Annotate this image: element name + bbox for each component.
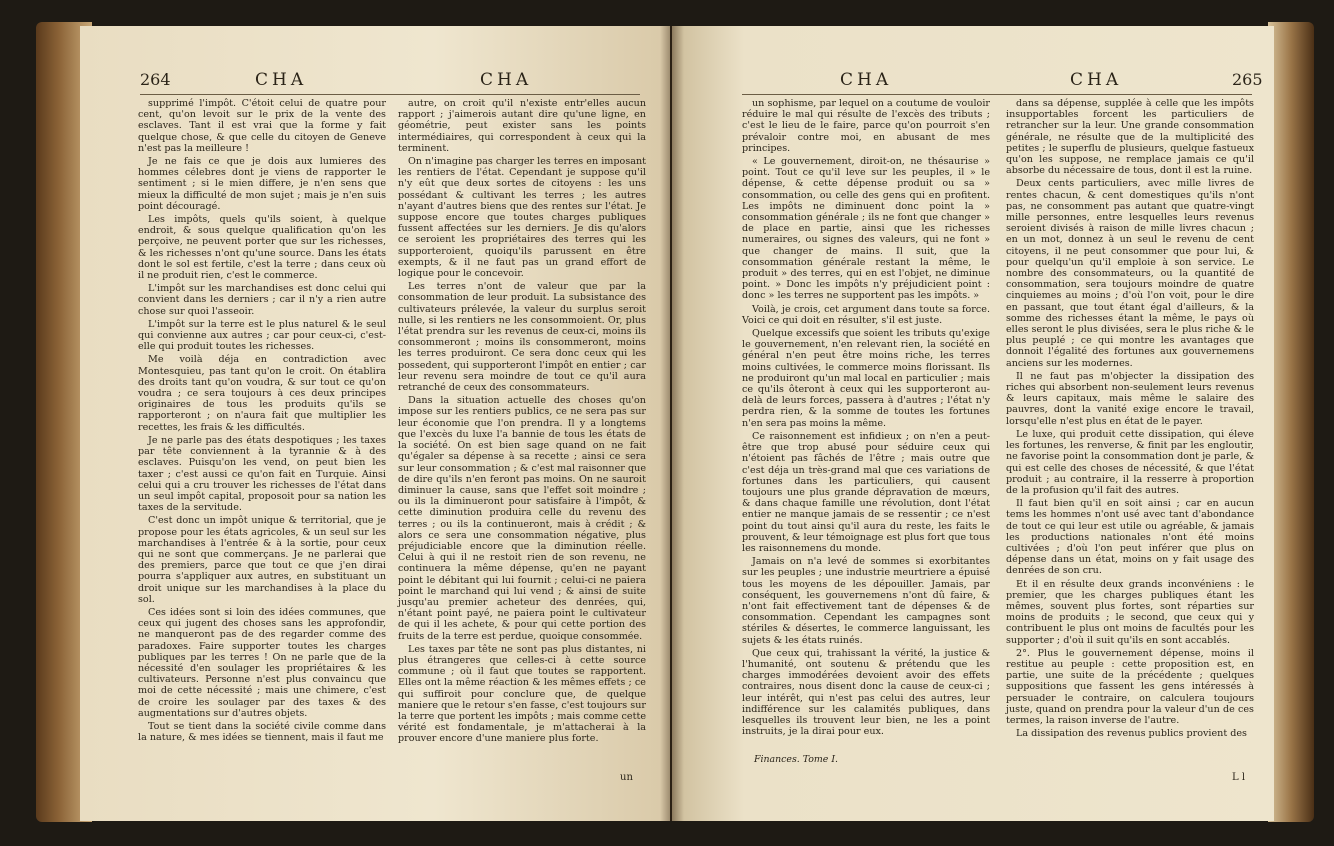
text-column-2 <box>398 98 646 747</box>
paragraph: On n'imagine pas charger les terres en imposant les rentiers de l'état. Cependant je suppose qu'il n'y eût que deux sortes de citoyens : les uns possédant & cultivant les terres ; les autres n'ayant d'autres biens que des rentes sur l'état. Je suppose encore que toutes charges publiques fussent affectées sur les derniers. Je dis qu'alors ce seroient les propriétaires des terres qui les supporteroient, quoiqu'ils parussent en être exempts, & il ne faut pas un grand effort de logique pour le concevoir. <box>398 156 646 280</box>
paragraph: L'impôt sur les marchandises est donc celui qui convient dans les derniers ; car il n'y a rien autre chose sur quoi l'asseoir. <box>138 283 386 317</box>
catch-word: un <box>620 772 633 783</box>
paragraph: autre, on croit qu'il n'existe entr'elles aucun rapport ; j'aimerois autant dire qu'une ligne, en géométrie, peut exister sans les points intermédiaires, qui correspondent à ceux qui la terminent. <box>398 98 646 154</box>
paragraph: Ce raisonnement est infidieux ; on n'en a peut-être que trop abusé pour séduire ceux qui n'étoient pas fâchés de l'être ; mais outre que c'est déja un très-grand mal que ces variations de fortunes dans les particuliers, qui causent toujours une plus grande dépravation de mœurs, & dans chaque famille une révolution, dont l'état entier ne manque jamais de se ressentir ; ce n'est point du tout ainsi qu'il aura du reste, les faits le prouvent, & leur témoignage est plus fort que tous les raisonnemens du monde. <box>742 430 990 554</box>
paragraph: Je ne fais ce que je dois aux lumieres des hommes célebres dont je viens de rapporter le sentiment ; si le mien differe, je n'en sens que mieux la difficulté de mon sujet ; mais je n'en suis point découragé. <box>138 156 386 212</box>
paragraph: L'impôt sur la terre est le plus naturel & le seul qui convienne aux autres ; car pour ceux-ci, c'est-elle qui produit toutes les richesses. <box>138 318 386 353</box>
paragraph: Voilà, je crois, cet argument dans toute sa force. Voici ce qui doit en résulter, s'il est juste. <box>742 303 990 326</box>
paragraph: Jamais on n'a levé de sommes si exorbitantes sur les peuples ; une industrie meurtriere a épuisé tous les moyens de les dépouiller. Jamais, par conséquent, les gouvernemens n'ont dû faire, & n'ont fait effectivement tant de dépenses & de consommation. Cependant les campagnes sont stériles & désertes, le commerce languissant, les sujets & les états ruinés. <box>742 556 990 646</box>
paragraph: Quelque excessifs que soient les tributs qu'exige le gouvernement, n'en relevant rien, la société en général n'en peut être moins riche, les terres moins cultivées, le commerce moins florissant. Ils ne produiront qu'un mal local en particulier ; mais ce qu'ils ôteront à ceux qui les supporteront au-delà de leurs forces, passera à d'autres ; l'état n'y perdra rien, & la somme de toutes les fortunes n'en sera pas moins la même. <box>742 328 990 429</box>
left-page <box>80 26 670 821</box>
paragraph: Le luxe, qui produit cette dissipation, qui éleve les fortunes, les renverse, & finit par les engloutir, ne favorise point la consommation dont je parle, & qui est celle des choses de nécessité, & que l'état produit ; au contraire, il la resserre à proportion de la profusion qu'il fait des autres. <box>1006 428 1254 496</box>
running-header-right: CHA <box>480 70 533 90</box>
running-header-right: CHA <box>1070 70 1123 90</box>
text-column-2 <box>1006 98 1254 741</box>
running-header-left: CHA <box>255 70 308 90</box>
paragraph: dans sa dépense, supplée à celle que les impôts insupportables forcent les particuliers de retrancher sur la leur. Une grande consommation générale, ne résulte que de la multiplicité des petites ; le superflu de plusieurs, quelque fastueux qu'on les suppose, ne remplace jamais ce qu'il absorbe du nécessaire de tous, dont il est la ruine. <box>1006 98 1254 177</box>
paragraph: « Le gouvernement, diroit-on, ne thésaurise » point. Tout ce qu'il leve sur les peuples, il » le dépense, & cette dépense produit ou sa » consommation, ou celle des gens qui en profitent. Les impôts ne diminuent donc point la » consommation générale ; ils ne font que changer » de place en partie, ainsi que les richesses numeraires, ou signes des valeurs, qui ne font » que changer de mains. Il suit, que la consommation générale restant la même, le produit » des terres, qui en est l'objet, ne diminue point. » Donc les impôts n'y préjudicient point : donc » les terres ne supportent pas les impôts. » <box>742 156 990 302</box>
page-number: 265 <box>1232 70 1263 89</box>
paragraph: La dissipation des revenus publics provient des <box>1016 728 1247 740</box>
page-number: 264 <box>140 70 171 89</box>
paragraph: Il ne faut pas m'objecter la dissipation des riches qui absorbent non-seulement leurs revenus & leurs capitaux, mais même le salaire des pauvres, dont la vanité exige encore le travail, lorsqu'elle n'est plus en état de le payer. <box>1006 370 1254 427</box>
right-page <box>672 26 1274 821</box>
paragraph: Je ne parle pas des états despotiques ; les taxes par tête conviennent à la tyrannie & à des esclaves. Puisqu'on les vend, on peut bien les taxer ; c'est aussi ce qu'on fait en Turquie. Ainsi celui qui a cru trouver les richesses de l'état dans un seul impôt capital, proposoit pour sa nation les taxes de la servitude. <box>138 434 386 514</box>
paragraph: Tout se tient dans la société civile comme dans la nature, & mes idées se tiennent, mais il faut me <box>138 720 386 744</box>
book-gutter <box>660 26 684 821</box>
paragraph: Que ceux qui, trahissant la vérité, la justice & l'humanité, ont soutenu & prétendu que les charges immodérées devoient avoir des effets contraires, nous disent donc la cause de ceux-ci ; leur intérêt, qui n'est pas celui des autres, leur indifférence sur les calamités publiques, dans lesquelles ils trouvent leur bien, ne les a point instruits, je la dirai pour eux. <box>742 647 990 738</box>
paragraph: 2°. Plus le gouvernement dépense, moins il restitue au peuple : cette proposition est, en partie, une suite de la précédente ; quelques suppositions que fassent les gens intéressés à persuader le contraire, on calculera toujours juste, quand on prendra pour la valeur d'un de ces termes, la raison inverse de l'autre. <box>1006 647 1254 726</box>
paragraph: Dans la situation actuelle des choses qu'on impose sur les rentiers publics, ce ne sera pas sur leur économie que l'on prendra. Il y a longtems que l'excès du luxe l'a bannie de tous les états de la société. On est bien sage quand on ne fait qu'égaler sa dépense à sa recette ; ainsi ce sera sur leur consommation ; & c'est mal raisonner que de dire qu'ils n'en feront pas moins. On ne sauroit diminuer la cause, sans que l'effet soit moindre ; ou ils la diminueront pour satisfaire à l'impôt, & cette diminution produira celle du revenu des terres ; ou ils la continueront, mais à crédit ; & alors ce sera une consommation négative, plus préjudiciable encore que la diminution réelle. Celui à qui il ne restoit rien de son revenu, ne continuera la même dépense, qu'en ne payant point le débitant qui lui fournit ; celui-ci ne paiera point le marchand qui lui vend ; & ainsi de suite jusqu'au premier acheteur des denrées, qui, n'étant point payé, ne paiera point le cultivateur de qui il les achete, & pour qui cette portion des fruits de la terre est perdue, quoique consommée. <box>398 395 646 642</box>
volume-footer: Finances. Tome I. <box>754 754 839 765</box>
header-rule <box>140 94 640 95</box>
paragraph: un sophisme, par lequel on a coutume de vouloir réduire le mal qui résulte de l'excès des tributs ; c'est le lieu de le faire, parce qu'on pourroit s'en prévaloir contre moi, en abusant de mes principes. <box>742 98 990 154</box>
paragraph: Il faut bien qu'il en soit ainsi ; car en aucun tems les hommes n'ont usé avec tant d'abondance de tout ce qui leur est utile ou agréable, & jamais les productions nationales n'ont été moins cultivées ; d'où l'on peut inférer que plus on dépense dans un état, moins on y fait usage des denrées de son cru. <box>1006 498 1254 577</box>
paragraph: Et il en résulte deux grands inconvéniens : le premier, que les charges publiques étant les mêmes, souvent plus fortes, sont réparties sur moins de produits ; le second, que ceux qui y contribuent le plus ont moins de facultés pour les supporter ; d'où il suit qu'ils en sont accablés. <box>1006 578 1254 646</box>
paragraph: Deux cents particuliers, avec mille livres de rentes chacun, & cent domestiques qu'ils n'ont pas, ne consomment pas autant que quatre-vingt mille personnes, entre lesquelles leurs revenus seroient divisés à raison de mille livres chacun ; en un mot, donnez à un seul le revenu de cent citoyens, il ne peut consommer que pour lui, & pour quelqu'un qu'il emploie à son service. Le nombre des consommateurs, ou la quantité de consommation, sera toujours moindre de quatre cinquiemes au moins ; d'où l'on voit, pour le dire en passant, que tout étant égal d'ailleurs, & la somme des richesses étant la même, le pays où elles seront le plus divisées, sera le plus riche & le plus peuplé ; ce qui montre les avantages que donnoit l'égalité des fortunes aux gouvernemens anciens sur les modernes. <box>1006 178 1254 369</box>
running-header-left: CHA <box>840 70 893 90</box>
paragraph: C'est donc un impôt unique & territorial, que je propose pour les états agricoles, & un seul sur les marchandises à l'entrée & à la sortie, pour ceux qui ne sont que commerçans. Je ne parlerai que des premiers, parce que tout ce que j'en dirai pourra s'appliquer aux autres, en substituant un droit unique sur les marchandises à la place du sol. <box>138 515 386 605</box>
paragraph: supprimé l'impôt. C'étoit celui de quatre pour cent, qu'on levoit sur le prix de la vente des esclaves. Tant il est vrai que la forme y fait quelque chose, & que celle du citoyen de Geneve n'est pas la meilleure ! <box>138 98 386 154</box>
header-rule <box>742 94 1252 95</box>
signature-mark: L l <box>1232 772 1246 783</box>
paragraph: Les taxes par tête ne sont pas plus distantes, ni plus étrangeres que celles-ci à cette source commune ; où il faut que toutes se rapportent. Elles ont la même réaction & les mêmes effets ; ce qui suffiroit pour conclure que, de quelque maniere que le retour s'en fasse, c'est toujours sur la terre que portent les impôts ; mais comme cette vérité est fondamentale, je m'attacherai à la prouver encore d'une maniere plus forte. <box>398 643 646 745</box>
paragraph: Les impôts, quels qu'ils soient, à quelque endroit, & sous quelque qualification qu'on les perçoive, ne peuvent porter que sur les richesses, & les richesses n'ont qu'une source. Dans les états dont le sol est fertile, c'est la terre ; dans ceux où il ne produit rien, c'est le commerce. <box>138 214 386 282</box>
paragraph: Ces idées sont si loin des idées communes, que ceux qui jugent des choses sans les approfondir, ne manqueront pas de des regarder comme des paradoxes. Faire supporter toutes les charges publiques par les terres ! On ne parle que de la nécessité d'en soulager les propriétaires & les cultivateurs. Personne n'est plus convaincu que moi de cette nécessité ; mais une chimere, c'est de croire les soulager par des taxes & des augmentations sur d'autres objets. <box>138 606 386 719</box>
text-column-1 <box>742 98 990 739</box>
text-column-1 <box>138 98 386 745</box>
right-page-edges <box>1268 22 1314 822</box>
paragraph: Me voilà déja en contradiction avec Montesquieu, pas tant qu'on le croit. On établira des droits tant qu'on voudra, & sur tout ce qu'on voudra ; ce sera toujours à ces deux principes originaires de tous les produits qu'ils se rapporteront ; on n'aura fait que multiplier les recettes, les frais & les difficultés. <box>138 354 386 433</box>
paragraph: Les terres n'ont de valeur que par la consommation de leur produit. La subsistance des cultivateurs prélevée, la valeur du surplus seroit nulle, si les rentiers ne les consommoient. Or, plus l'état prendra sur les revenus de ceux-ci, moins ils consommeront ; moins ils consommeront, moins les terres produiront. Ce sera donc ceux qui les possedent, qui supporteront l'impôt en entier ; car leur revenu sera moindre de tout ce qu'il aura retranché de ceux des consommateurs. <box>398 281 646 394</box>
